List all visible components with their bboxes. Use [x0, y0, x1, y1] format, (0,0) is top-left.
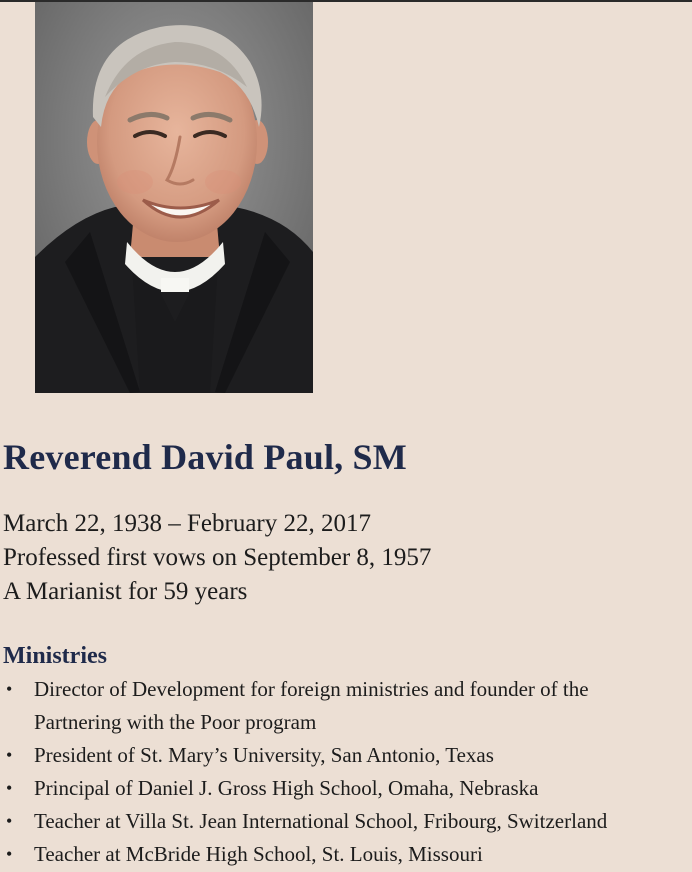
bullet-icon: •	[6, 679, 13, 699]
bullet-icon: •	[6, 844, 13, 864]
bullet-icon: •	[6, 811, 13, 831]
vows-date: Professed first vows on September 8, 1957	[3, 544, 432, 571]
portrait-photo	[35, 2, 313, 393]
list-item	[0, 673, 692, 739]
list-item	[0, 805, 692, 838]
list-item	[0, 838, 692, 871]
list-item-text: President of St. Mary’s University, San Antonio, Texas	[34, 743, 494, 767]
list-item	[0, 772, 692, 805]
bullet-icon: •	[6, 778, 13, 798]
list-item-text-continued: Partnering with the Poor program	[34, 710, 317, 734]
bullet-icon: •	[6, 745, 13, 765]
list-item-text: Teacher at McBride High School, St. Louis, Missouri	[34, 842, 483, 866]
biographical-facts	[3, 507, 431, 609]
list-item	[0, 739, 692, 772]
list-item-text: Teacher at Villa St. Jean International School, Fribourg, Switzerland	[34, 809, 608, 833]
list-item-text: Director of Development for foreign ministries and founder of the	[34, 677, 589, 701]
ministries-heading: Ministries	[3, 643, 107, 669]
life-dates: March 22, 1938 – February 22, 2017	[3, 510, 371, 537]
page-title: Reverend David Paul, SM	[3, 437, 407, 477]
portrait-illustration	[35, 2, 313, 393]
years-as-marianist: A Marianist for 59 years	[3, 578, 248, 605]
list-item-text: Principal of Daniel J. Gross High School, Omaha, Nebraska	[34, 776, 539, 800]
ministries-list	[0, 673, 692, 871]
